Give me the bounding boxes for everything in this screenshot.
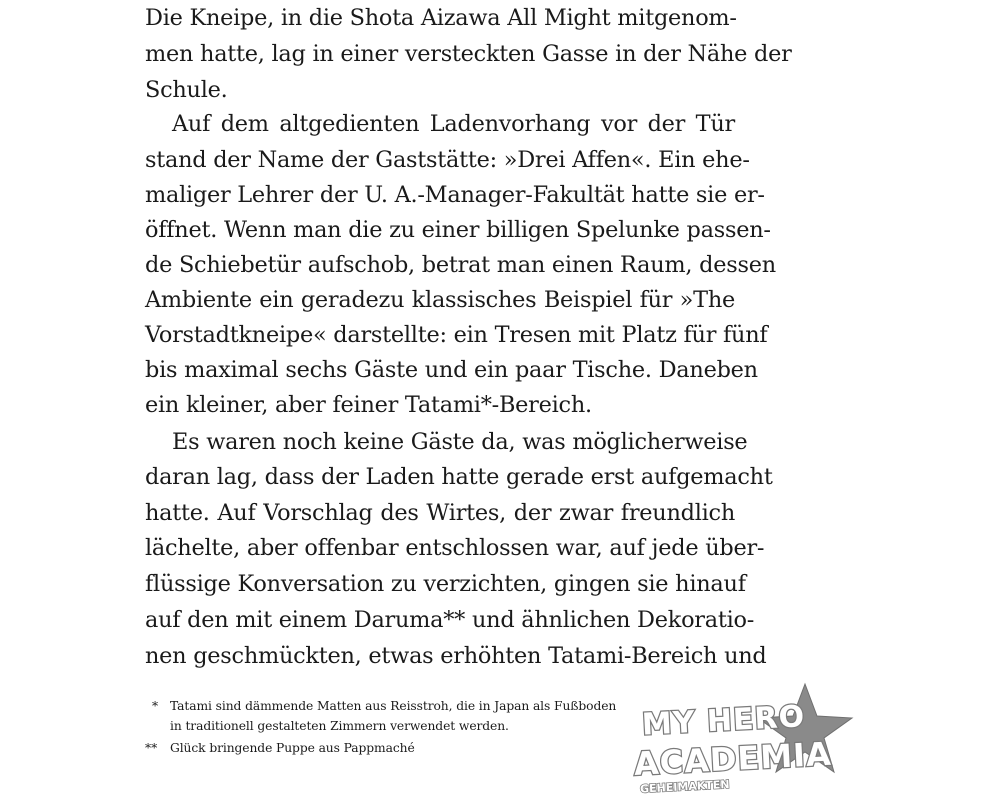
- text-line-19: nen geschmückten, etwas erhöhten Tatami-Bereich und: [145, 643, 767, 669]
- text-line-2: men hatte, lag in einer versteckten Gasse in der Nähe der: [145, 41, 792, 67]
- footnote-1-line-1: Tatami sind dämmende Matten aus Reisstroh, die in Japan als Fußboden: [170, 699, 617, 713]
- text-line-3: Schule.: [145, 77, 228, 103]
- text-line-9: Ambiente ein geradezu klassisches Beispiel für »The: [145, 287, 735, 313]
- logo-subtitle: GEHEIMAKTEN: [639, 777, 730, 796]
- text-line-15: hatte. Auf Vorschlag des Wirtes, der zwar freundlich: [145, 500, 735, 526]
- text-line-8: de Schiebetür aufschob, betrat man einen Raum, dessen: [145, 252, 776, 278]
- text-line-13: Es waren noch keine Gäste da, was möglicherweise: [172, 429, 748, 455]
- text-line-11: bis maximal sechs Gäste und ein paar Tische. Daneben: [145, 357, 758, 383]
- text-line-17: flüssige Konversation zu verzichten, gingen sie hinauf: [145, 571, 746, 597]
- text-line-7: öffnet. Wenn man die zu einer billigen Spelunke passen-: [145, 217, 771, 243]
- text-line-16: lächelte, aber offenbar entschlossen war, auf jede über-: [145, 535, 765, 561]
- footnote-2-line-1: Glück bringende Puppe aus Pappmaché: [170, 741, 415, 755]
- logo-title-line-1: MY HERO: [641, 699, 806, 743]
- text-line-12: ein kleiner, aber feiner Tatami*-Bereich.: [145, 392, 592, 418]
- logo-title-line-2: ACADEMIA: [632, 734, 833, 784]
- text-line-14: daran lag, dass der Laden hatte gerade erst aufgemacht: [145, 464, 773, 490]
- text-line-5: stand der Name der Gaststätte: »Drei Affen«. Ein ehe-: [145, 147, 750, 173]
- text-line-1: Die Kneipe, in die Shota Aizawa All Might mitgenom-: [145, 5, 737, 31]
- my-hero-academia-logo: [630, 682, 860, 800]
- footnote-marker-2: **: [145, 741, 158, 755]
- text-line-6: maliger Lehrer der U. A.-Manager-Fakultät hatte sie er-: [145, 182, 765, 208]
- text-line-10: Vorstadtkneipe« darstellte: ein Tresen mit Platz für fünf: [145, 322, 768, 348]
- footnote-marker-1: *: [152, 699, 159, 713]
- text-line-18: auf den mit einem Daruma** und ähnlichen Dekoratio-: [145, 607, 755, 633]
- text-line-4: Auf dem altgedienten Ladenvorhang vor der Tür: [172, 111, 735, 137]
- footnote-1-line-2: in traditionell gestalteten Zimmern verwendet werden.: [170, 719, 509, 733]
